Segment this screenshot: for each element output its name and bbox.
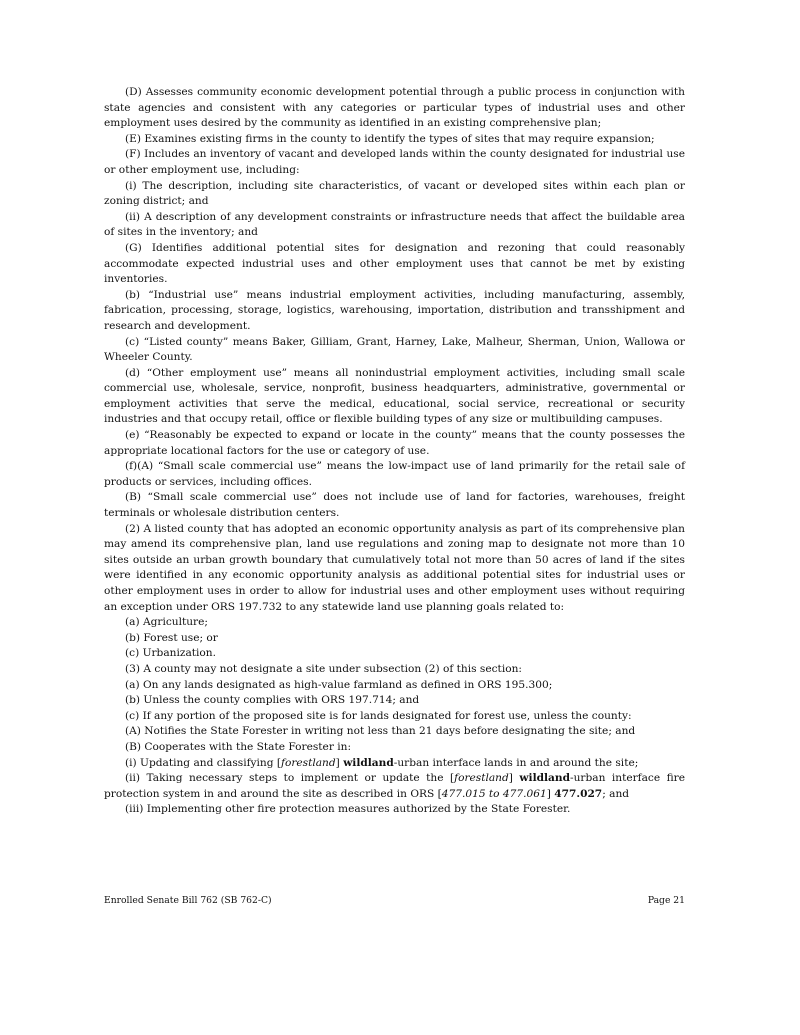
paragraph-2: (2) A listed county that has adopted an economic opportunity analysis as part of its comprehensive plan may amend its comprehensive plan, land use regulations and zoning map to designate not more than 10 sites outside an urban growth boundary that cumulatively total not more than 50 acres of land if the sites were identified in any economic opportunity analysis as additional potential sites for industrial uses or other employment uses in order to allow for industrial uses and other employment uses without requiring an exception under ORS 197.732 to any statewide land use planning goals related to: — [104, 522, 685, 613]
paragraph-F: (F) Includes an inventory of vacant and developed lands within the county designated for industrial use or other employment use, including: — [104, 148, 685, 176]
paragraph-f-A-small-scale: (f)(A) “Small scale commercial use” means the low-impact use of land primarily for the retail sale of products or services, including offices. — [104, 460, 685, 488]
paragraph-D: (D) Assesses community economic development potential through a public process in conjunction with state agencies and consistent with any categories or particular types of industrial uses and other employment uses desired by the community as identified in an existing comprehensive plan; — [104, 86, 685, 130]
inserted-text: wildland — [343, 756, 394, 769]
paragraph-3-c-B-ii: (ii) Taking necessary steps to implement or update the [forestland] wildland-urban interface fire protection system in and around the site as described in ORS [477.015 to 477.061] 477.027; and — [104, 772, 685, 800]
paragraph-3-c: (c) If any portion of the proposed site is for lands designated for forest use, unless the county: — [125, 709, 632, 722]
paragraph-3: (3) A county may not designate a site under subsection (2) of this section: — [125, 662, 522, 675]
paragraph-b-industrial-use: (b) “Industrial use” means industrial employment activities, including manufacturing, assembly, fabrication, processing, storage, logistics, warehousing, importation, distribution and transshipment and research and development. — [104, 288, 685, 332]
deleted-text: forestland — [281, 756, 336, 769]
paragraph-F-ii: (ii) A description of any development constraints or infrastructure needs that affect the buildable area of sites in the inventory; and — [104, 210, 685, 239]
paragraph-3-c-B: (B) Cooperates with the State Forester in: — [125, 740, 352, 753]
paragraph-3-c-B-iii: (iii) Implementing other fire protection measures authorized by the State Forester. — [125, 803, 571, 816]
paragraph-2-a: (a) Agriculture; — [125, 616, 208, 629]
paragraph-3-a: (a) On any lands designated as high-value farmland as defined in ORS 195.300; — [125, 678, 553, 691]
page-footer — [104, 895, 685, 906]
paragraph-f-B-small-scale: (B) “Small scale commercial use” does not include use of land for factories, warehouses, freight terminals or wholesale distribution centers. — [104, 491, 685, 520]
paragraph-E: (E) Examines existing firms in the county to identify the types of sites that may require expansion; — [125, 132, 655, 145]
paragraph-3-c-A: (A) Notifies the State Forester in writing not less than 21 days before designating the site; and — [125, 725, 636, 738]
page-number: Page 21 — [647, 895, 685, 906]
paragraph-G: (G) Identifies additional potential sites for designation and rezoning that could reasonably accommodate expected industrial uses and other employment uses that cannot be met by existing inventories. — [104, 241, 685, 286]
paragraph-2-b: (b) Forest use; or — [125, 631, 218, 644]
bill-reference: Enrolled Senate Bill 762 (SB 762-C) — [104, 895, 272, 906]
paragraph-F-i: (i) The description, including site characteristics, of vacant or developed sites within each plan or zoning district; and — [104, 179, 685, 208]
paragraph-2-c: (c) Urbanization. — [125, 647, 216, 660]
inserted-text: 477.027 — [554, 787, 603, 800]
deleted-text: 477.015 to 477.061 — [441, 787, 547, 800]
paragraph-3-c-B-i: (i) Updating and classifying [forestland] wildland-urban interface lands in and around the site; — [125, 756, 639, 769]
paragraph-d-other-employment-use: (d) “Other employment use” means all nonindustrial employment activities, including small scale commercial use, wholesale, service, nonprofit, business headquarters, administrative, governmental or employment activities that serve the medical, educational, social service, recreational or security industries and that occupy retail, office or flexible building types of any size or multibuilding campuses. — [104, 366, 685, 426]
paragraph-3-b: (b) Unless the county complies with ORS 197.714; and — [125, 694, 420, 707]
deleted-text: forestland — [454, 772, 509, 785]
paragraph-e-reasonably-expected: (e) “Reasonably be expected to expand or locate in the county” means that the county possesses the appropriate locational factors for the use or category of use. — [104, 429, 685, 457]
paragraph-c-listed-county: (c) “Listed county” means Baker, Gilliam, Grant, Harney, Lake, Malheur, Sherman, Union, Wallowa or Wheeler County. — [104, 335, 685, 364]
document-body — [104, 85, 685, 818]
inserted-text: wildland — [519, 772, 570, 785]
